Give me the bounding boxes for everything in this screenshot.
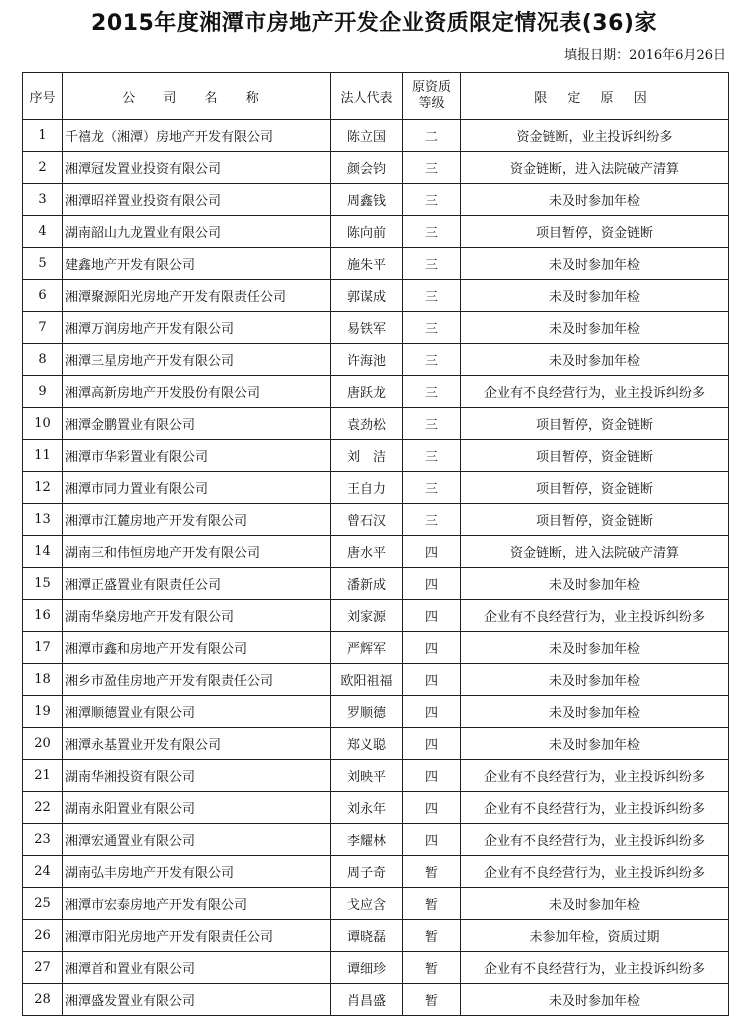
company-name: 湘潭市同力置业有限公司 [63,472,331,504]
legal-representative: 周鑫钱 [331,184,403,216]
original-grade: 三 [403,248,461,280]
legal-representative: 许海池 [331,344,403,376]
restriction-reason: 未及时参加年检 [461,280,729,312]
table-row [23,952,729,984]
legal-representative: 谭晓磊 [331,920,403,952]
company-name: 湘潭万润房地产开发有限公司 [63,312,331,344]
header-grade-line1: 原资质 [411,80,451,95]
original-grade: 四 [403,760,461,792]
legal-representative: 颜会钧 [331,152,403,184]
company-name: 湘潭市鑫和房地产开发有限公司 [63,632,331,664]
restriction-reason: 未及时参加年检 [461,184,729,216]
legal-representative: 刘永年 [331,792,403,824]
company-name: 湘潭市江麓房地产开发有限公司 [63,504,331,536]
original-grade: 四 [403,536,461,568]
row-number: 24 [23,856,63,888]
company-name: 建鑫地产开发有限公司 [63,248,331,280]
legal-representative: 罗顺德 [331,696,403,728]
table-row [23,888,729,920]
table-row [23,312,729,344]
company-name: 湘潭冠发置业投资有限公司 [63,152,331,184]
restriction-reason: 企业有不良经营行为，业主投诉纠纷多 [461,824,729,856]
legal-representative: 肖昌盛 [331,984,403,1016]
original-grade: 三 [403,376,461,408]
table-row [23,280,729,312]
legal-representative: 戈应含 [331,888,403,920]
table-header [23,73,729,120]
restriction-reason: 企业有不良经营行为，业主投诉纠纷多 [461,376,729,408]
row-number: 28 [23,984,63,1016]
row-number: 5 [23,248,63,280]
table-row [23,760,729,792]
legal-representative: 易铁军 [331,312,403,344]
table-row [23,856,729,888]
table-row [23,536,729,568]
company-name: 湖南弘丰房地产开发有限公司 [63,856,331,888]
original-grade: 三 [403,440,461,472]
table-row [23,504,729,536]
row-number: 7 [23,312,63,344]
row-number: 1 [23,120,63,152]
page-title: 2015年度湘潭市房地产开发企业资质限定情况表(36)家 [91,11,657,36]
row-number: 18 [23,664,63,696]
original-grade: 三 [403,472,461,504]
restriction-reason: 企业有不良经营行为，业主投诉纠纷多 [461,856,729,888]
table-row [23,792,729,824]
restriction-reason: 项目暂停，资金链断 [461,408,729,440]
table-body [23,120,729,1016]
company-name: 湘潭盛发置业有限公司 [63,984,331,1016]
row-number: 6 [23,280,63,312]
original-grade: 三 [403,344,461,376]
legal-representative: 刘 洁 [331,440,403,472]
restriction-reason: 未及时参加年检 [461,568,729,600]
restriction-reason: 未及时参加年检 [461,696,729,728]
original-grade: 三 [403,280,461,312]
original-grade: 三 [403,152,461,184]
company-name: 湖南华湘投资有限公司 [63,760,331,792]
row-number: 15 [23,568,63,600]
original-grade: 暂 [403,888,461,920]
row-number: 20 [23,728,63,760]
row-number: 27 [23,952,63,984]
table-row [23,184,729,216]
company-name: 湘潭市阳光房地产开发有限责任公司 [63,920,331,952]
company-name: 湘潭首和置业有限公司 [63,952,331,984]
row-number: 10 [23,408,63,440]
original-grade: 四 [403,728,461,760]
row-number: 26 [23,920,63,952]
legal-representative: 刘家源 [331,600,403,632]
legal-representative: 唐水平 [331,536,403,568]
header-grade [403,73,461,120]
legal-representative: 谭细珍 [331,952,403,984]
original-grade: 四 [403,568,461,600]
original-grade: 四 [403,664,461,696]
legal-representative: 陈立国 [331,120,403,152]
legal-representative: 潘新成 [331,568,403,600]
original-grade: 三 [403,312,461,344]
original-grade: 四 [403,824,461,856]
restriction-reason: 未参加年检，资质过期 [461,920,729,952]
table-row [23,376,729,408]
row-number: 2 [23,152,63,184]
table-row [23,696,729,728]
restriction-reason: 未及时参加年检 [461,632,729,664]
company-name: 湘潭正盛置业有限责任公司 [63,568,331,600]
table-row [23,568,729,600]
row-number: 22 [23,792,63,824]
company-name: 湘潭金鹏置业有限公司 [63,408,331,440]
row-number: 17 [23,632,63,664]
table-row [23,216,729,248]
row-number: 12 [23,472,63,504]
restriction-reason: 项目暂停，资金链断 [461,472,729,504]
table-row [23,664,729,696]
legal-representative: 李耀林 [331,824,403,856]
restriction-reason: 项目暂停，资金链断 [461,216,729,248]
company-name: 湘潭市华彩置业有限公司 [63,440,331,472]
row-number: 19 [23,696,63,728]
restriction-reason: 未及时参加年检 [461,888,729,920]
row-number: 23 [23,824,63,856]
row-number: 3 [23,184,63,216]
restriction-reason: 未及时参加年检 [461,664,729,696]
table-row [23,728,729,760]
company-name: 千禧龙（湘潭）房地产开发有限公司 [63,120,331,152]
header-grade-line2: 等级 [418,96,445,111]
restriction-reason: 企业有不良经营行为，业主投诉纠纷多 [461,952,729,984]
restriction-reason: 未及时参加年检 [461,312,729,344]
table-row [23,984,729,1016]
header-rep: 法人代表 [331,73,403,120]
original-grade: 暂 [403,856,461,888]
legal-representative: 郑义聪 [331,728,403,760]
fill-date: 填报日期：2016年6月26日 [564,48,726,63]
company-name: 湖南永阳置业有限公司 [63,792,331,824]
row-number: 21 [23,760,63,792]
row-number: 9 [23,376,63,408]
original-grade: 三 [403,216,461,248]
table-row [23,248,729,280]
header-reason: 限 定 原 因 [461,73,729,120]
company-name: 湘潭聚源阳光房地产开发有限责任公司 [63,280,331,312]
company-name: 湘潭市宏泰房地产开发有限公司 [63,888,331,920]
legal-representative: 施朱平 [331,248,403,280]
table-row [23,120,729,152]
table-row [23,824,729,856]
restriction-reason: 资金链断，进入法院破产清算 [461,152,729,184]
legal-representative: 郭谋成 [331,280,403,312]
original-grade: 四 [403,696,461,728]
table-row [23,408,729,440]
table-row [23,632,729,664]
row-number: 8 [23,344,63,376]
restriction-reason: 企业有不良经营行为，业主投诉纠纷多 [461,792,729,824]
original-grade: 二 [403,120,461,152]
restriction-reason: 未及时参加年检 [461,728,729,760]
restriction-reason: 项目暂停，资金链断 [461,504,729,536]
restriction-reason: 未及时参加年检 [461,984,729,1016]
row-number: 4 [23,216,63,248]
original-grade: 暂 [403,920,461,952]
original-grade: 三 [403,408,461,440]
legal-representative: 陈向前 [331,216,403,248]
restriction-reason: 项目暂停，资金链断 [461,440,729,472]
restriction-reason: 未及时参加年检 [461,344,729,376]
header-company: 公 司 名 称 [63,73,331,120]
company-name: 湖南三和伟恒房地产开发有限公司 [63,536,331,568]
qualification-table [22,72,729,1016]
original-grade: 四 [403,600,461,632]
company-name: 湘潭高新房地产开发股份有限公司 [63,376,331,408]
company-name: 湘乡市盈佳房地产开发有限责任公司 [63,664,331,696]
table-row [23,920,729,952]
row-number: 11 [23,440,63,472]
original-grade: 暂 [403,984,461,1016]
row-number: 16 [23,600,63,632]
original-grade: 三 [403,504,461,536]
header-no: 序号 [23,73,63,120]
table-row [23,472,729,504]
restriction-reason: 资金链断，业主投诉纠纷多 [461,120,729,152]
table-row [23,600,729,632]
table-row [23,152,729,184]
company-name: 湘潭三星房地产开发有限公司 [63,344,331,376]
row-number: 25 [23,888,63,920]
legal-representative: 曾石汉 [331,504,403,536]
row-number: 13 [23,504,63,536]
company-name: 湘潭顺德置业有限公司 [63,696,331,728]
row-number: 14 [23,536,63,568]
header-row [23,73,729,120]
legal-representative: 袁劲松 [331,408,403,440]
restriction-reason: 未及时参加年检 [461,248,729,280]
original-grade: 四 [403,632,461,664]
table-row [23,344,729,376]
original-grade: 三 [403,184,461,216]
company-name: 湘潭昭祥置业投资有限公司 [63,184,331,216]
legal-representative: 刘映平 [331,760,403,792]
legal-representative: 欧阳祖福 [331,664,403,696]
company-name: 湖南韶山九龙置业有限公司 [63,216,331,248]
company-name: 湘潭永基置业开发有限公司 [63,728,331,760]
legal-representative: 王自力 [331,472,403,504]
original-grade: 四 [403,792,461,824]
original-grade: 暂 [403,952,461,984]
legal-representative: 周子奇 [331,856,403,888]
company-name: 湖南华燊房地产开发有限公司 [63,600,331,632]
restriction-reason: 资金链断，进入法院破产清算 [461,536,729,568]
company-name: 湘潭宏通置业有限公司 [63,824,331,856]
legal-representative: 严辉军 [331,632,403,664]
table-row [23,440,729,472]
restriction-reason: 企业有不良经营行为，业主投诉纠纷多 [461,600,729,632]
restriction-reason: 企业有不良经营行为，业主投诉纠纷多 [461,760,729,792]
legal-representative: 唐跃龙 [331,376,403,408]
